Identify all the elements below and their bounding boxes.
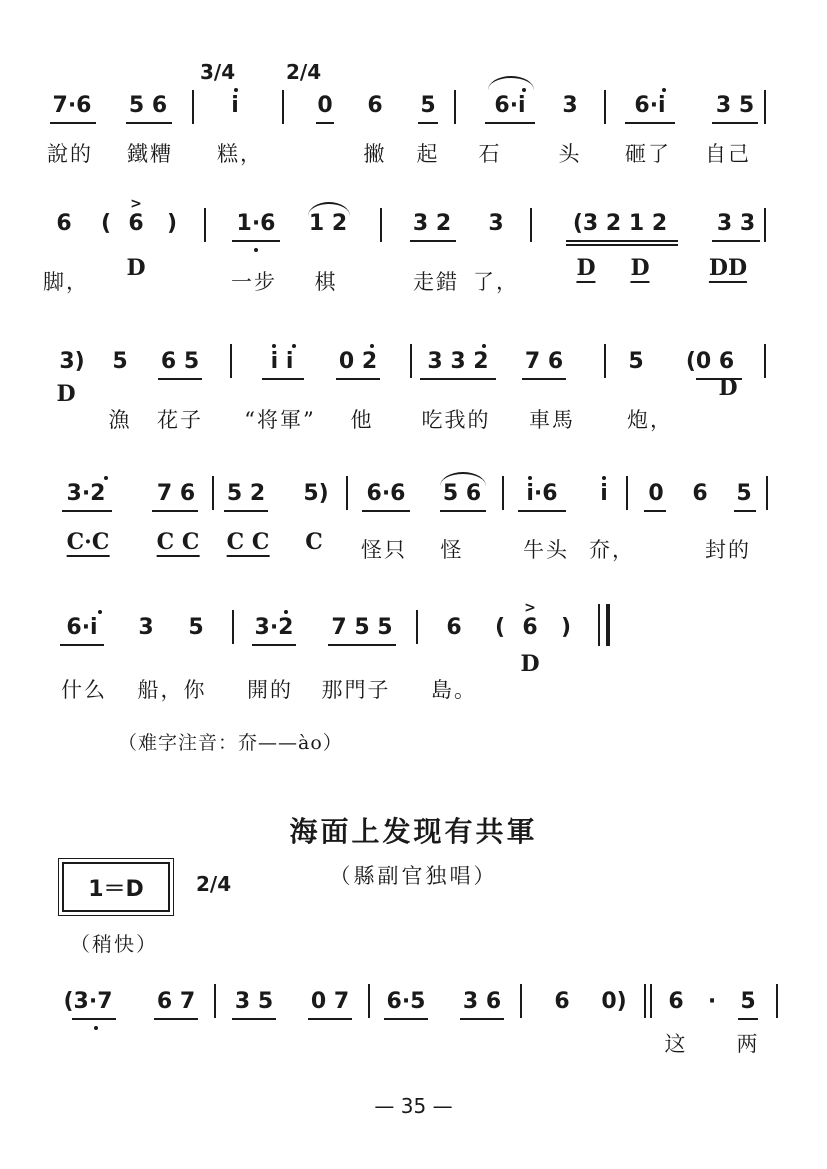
slur [308,202,350,216]
lyric: 棋 [314,270,338,294]
note: 6 [446,615,462,640]
lyric: 自己 [705,142,751,166]
beam [420,378,496,380]
note: 7 5 5 [331,615,393,640]
note: 5 [188,615,204,640]
chord-symbol: D [576,255,596,281]
note: 7 6 [524,349,564,374]
bar-line [410,344,412,378]
bar-line [502,476,504,510]
note: 3 [138,615,154,640]
beam [262,378,304,380]
note: 5 [628,349,644,374]
note: 6 [554,989,570,1014]
bar-line [368,984,370,1018]
slur [440,472,486,486]
octave-dot [528,476,532,480]
beam [232,1018,276,1020]
pronunciation-note: （难字注音：夼——ào） [118,732,343,754]
lyric: 撇 [363,142,387,166]
beam [152,510,198,512]
note: ) [166,211,178,236]
key-signature: 1＝D [62,862,170,912]
beam [60,644,104,646]
note: 5 [112,349,128,374]
note: 0) [601,989,627,1014]
chord-symbol: C C [226,529,270,555]
note: (0 6 [685,349,735,374]
note: 3 2 [412,211,452,236]
lyric: 什么 [61,678,107,702]
octave-dot [370,344,374,348]
note: 5 [740,989,756,1014]
lyric: 漁 [108,408,132,432]
beam [418,122,438,124]
beam [625,122,675,124]
note: 0 7 [310,989,350,1014]
lyric: 說的 [47,142,93,166]
bar-line [650,984,652,1018]
note: 6 5 [160,349,200,374]
song-title: 海面上发现有共軍 [289,815,538,848]
beam [644,510,666,512]
beam [384,1018,428,1020]
bar-line [192,90,194,124]
note: 1 2 [308,211,348,236]
octave-dot [602,476,606,480]
chord-symbol: C C [156,529,200,555]
lyric: 那門子 [321,678,391,702]
octave-dot [272,344,276,348]
note: i [600,481,608,506]
note: 6·5 [386,989,426,1014]
beam [734,510,756,512]
bar-line [626,476,628,510]
lyric: 两 [736,1032,760,1056]
octave-dot [284,610,288,614]
time-signature: 2/4 [196,872,232,896]
lyric: 船，你 [137,678,207,702]
lyric: 砸了 [625,142,671,166]
note: 1·6 [236,211,276,236]
note: 0 2 [338,349,378,374]
note: 6·i [66,615,98,640]
note: 3 [488,211,504,236]
beam [440,510,486,512]
bar-line [214,984,216,1018]
beam [232,240,280,242]
note: 3 3 2 [427,349,489,374]
note: 6 7 [156,989,196,1014]
lyric: 一步 [231,270,277,294]
lyric: 这 [664,1032,688,1056]
lyric: 石 [478,142,502,166]
note: 3) [59,349,85,374]
beam [566,240,678,242]
bar-line [764,90,766,124]
beam [308,1018,352,1020]
tempo-marking: （稍快） [70,932,158,956]
bar-line [212,476,214,510]
lyric: “将軍” [244,408,316,432]
chord-symbol: C·C [66,529,110,555]
bar-line [454,90,456,124]
note: 3 3 [716,211,756,236]
accent-mark: > [524,600,536,616]
note: 3 5 [234,989,274,1014]
lyric: 糕， [217,142,263,166]
beam [72,1018,116,1020]
note: 6 [522,615,538,640]
note: ( [100,211,112,236]
note: 6 [128,211,144,236]
bar-line [530,208,532,242]
beam [224,510,268,512]
accent-mark: > [130,196,142,212]
note: 5 [736,481,752,506]
note: 0 [317,93,333,118]
note: 3·2 [66,481,106,506]
octave-dot [104,476,108,480]
note: ( [494,615,506,640]
beam [485,122,535,124]
lyric: 了， [473,270,519,294]
note: 5 [420,93,436,118]
chord-symbol: D [718,375,738,401]
note: (3·7 [63,989,113,1014]
beam [336,378,380,380]
bar-line [764,344,766,378]
lyric: 夼， [589,538,635,562]
final-bar-line [598,604,610,646]
beam [50,122,96,124]
note: ) [560,615,572,640]
beam [316,122,334,124]
beam [522,378,566,380]
lyric: 花子 [157,408,203,432]
bar-line [232,610,234,644]
beam [712,240,760,242]
bar-line [644,984,646,1018]
lyric: 怪只 [361,538,407,562]
lyric: 炮， [627,408,673,432]
note: 7 6 [156,481,196,506]
note: 6 [367,93,383,118]
bar-line [204,208,206,242]
beam [518,510,566,512]
note: 3 [562,93,578,118]
lyric: 車馬 [529,408,575,432]
note: 5) [303,481,329,506]
bar-line [416,610,418,644]
lyric: 他 [350,408,374,432]
note: i·6 [526,481,558,506]
beam [566,244,678,246]
beam [62,510,112,512]
chord-symbol: D [56,381,76,407]
note: 6 [56,211,72,236]
lyric: 鐵糟 [127,142,173,166]
octave-dot [254,248,258,252]
slur [488,76,534,90]
beam [252,644,296,646]
octave-dot [662,88,666,92]
note: 6·i [494,93,526,118]
chord-symbol: D [630,255,650,281]
note: 5 6 [442,481,482,506]
lyric: 吃我的 [421,408,491,432]
bar-line [230,344,232,378]
note: 7·6 [52,93,92,118]
lyric: 牛头 [523,538,569,562]
octave-dot [482,344,486,348]
meter-mark: 3/4 [200,60,236,84]
lyric: 脚， [43,270,89,294]
bar-line [282,90,284,124]
note: i i [270,349,294,374]
lyric: 头 [558,142,582,166]
beam [154,1018,198,1020]
bar-line [764,208,766,242]
bar-line [520,984,522,1018]
lyric: 島。 [431,678,477,702]
note: 6 [692,481,708,506]
beam [738,1018,758,1020]
page-number: — 35 — [374,1094,453,1118]
bar-line [346,476,348,510]
lyric: 走錯 [413,270,459,294]
bar-line [380,208,382,242]
note: 3 6 [462,989,502,1014]
note: 5 6 [128,93,168,118]
note: 3 5 [715,93,755,118]
chord-symbol: D [520,651,540,677]
lyric: 怪 [440,538,464,562]
chord-symbol: C [305,529,323,555]
beam [328,644,396,646]
beam [362,510,410,512]
note: i [231,93,239,118]
lyric: 開的 [247,678,293,702]
meter-mark: 2/4 [286,60,322,84]
note: 5 2 [226,481,266,506]
bar-line [604,90,606,124]
beam [410,240,456,242]
song-subtitle: （縣副官独唱） [329,864,498,888]
note: 3·2 [254,615,294,640]
beam [126,122,172,124]
octave-dot [94,1026,98,1030]
note: (3 2 1 2 [572,211,668,236]
bar-line [766,476,768,510]
note: 6·6 [366,481,406,506]
octave-dot [292,344,296,348]
beam [460,1018,504,1020]
note: 6·i [634,93,666,118]
note: 0 [648,481,664,506]
beam [712,122,758,124]
note: 6 [668,989,684,1014]
note: · [707,989,717,1014]
octave-dot [234,88,238,92]
chord-symbol: DD [708,255,748,281]
chord-symbol: D [126,255,146,281]
octave-dot [98,610,102,614]
lyric: 起 [416,142,440,166]
beam [158,378,202,380]
lyric: 封的 [705,538,751,562]
bar-line [776,984,778,1018]
bar-line [604,344,606,378]
